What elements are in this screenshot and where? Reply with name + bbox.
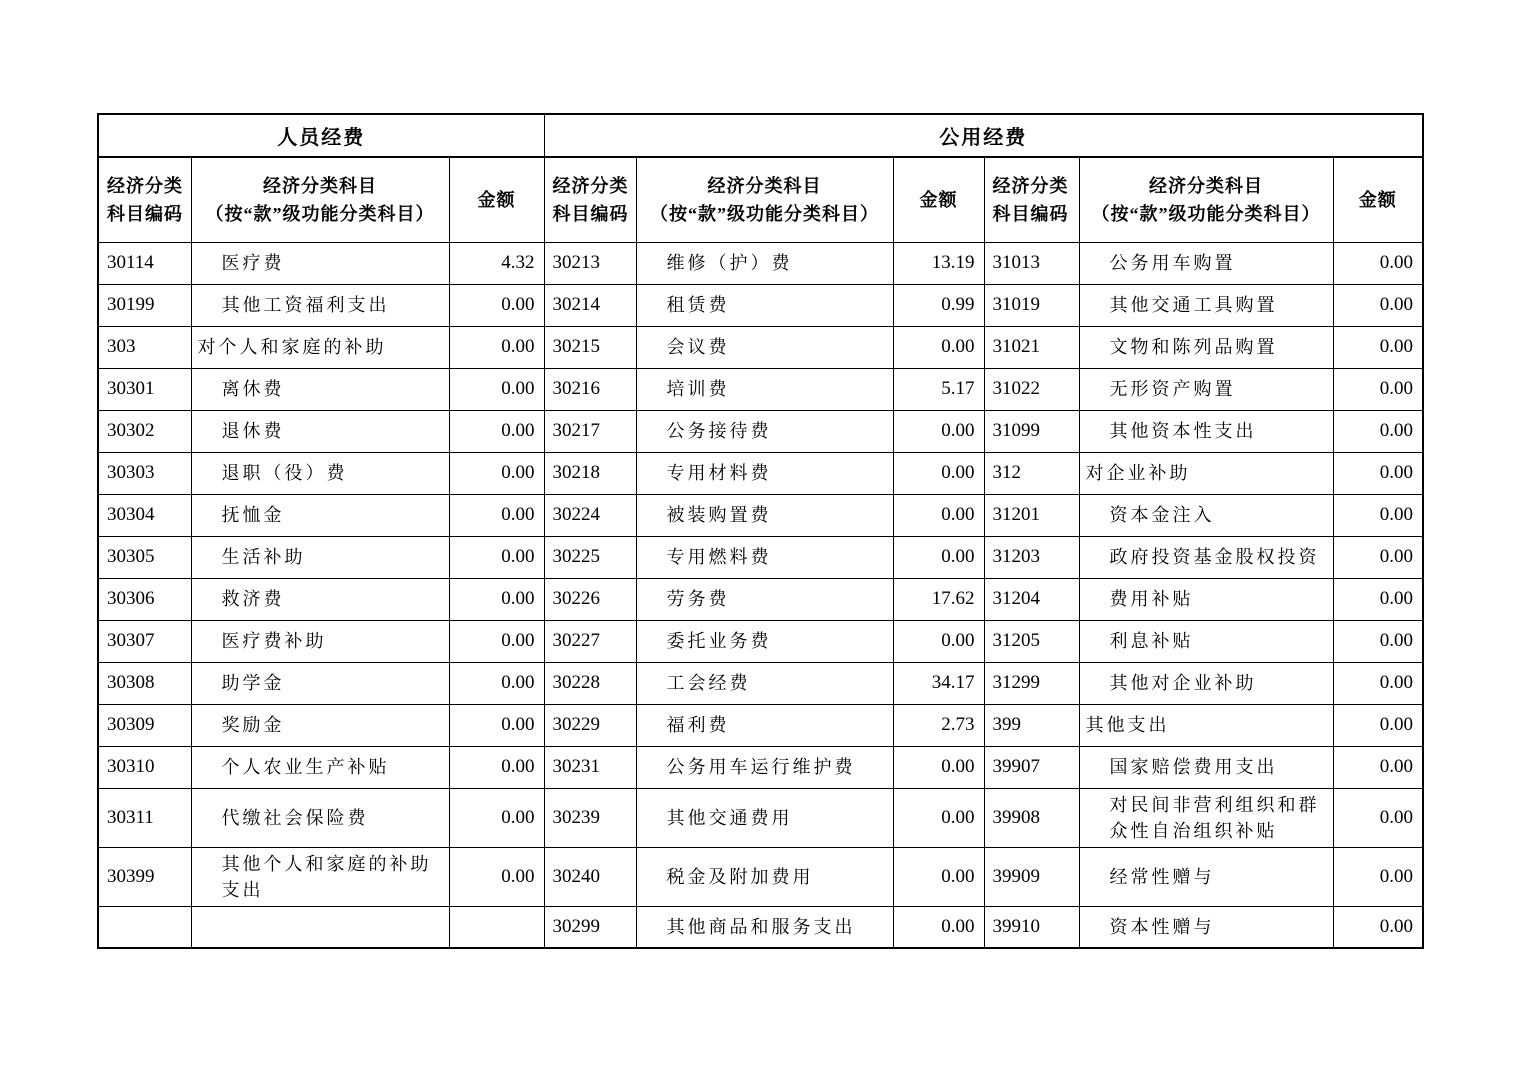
table-row [98,906,1423,948]
code-cell: 30308 [98,662,191,704]
subject-cell: 资本金注入 [1079,494,1333,536]
subject-cell: 奖励金 [191,704,449,746]
table-row [98,284,1423,326]
column-header-amount: 金额 [893,157,984,242]
amount-cell: 0.00 [893,906,984,948]
amount-cell: 0.00 [1333,746,1423,788]
code-cell: 30311 [98,788,191,847]
subject-cell: 经常性赠与 [1079,847,1333,906]
amount-cell: 0.00 [449,494,544,536]
subject-cell: 公务用车运行维护费 [636,746,893,788]
column-header-code-line1: 经济分类 [107,175,183,196]
amount-cell: 0.00 [893,788,984,847]
amount-cell: 0.00 [893,847,984,906]
subject-cell: 离休费 [191,368,449,410]
amount-cell: 0.00 [449,746,544,788]
code-cell: 30226 [544,578,636,620]
amount-cell: 0.00 [449,536,544,578]
column-header-amount: 金额 [1333,157,1423,242]
amount-cell: 0.00 [893,494,984,536]
amount-cell: 0.00 [1333,284,1423,326]
amount-cell: 2.73 [893,704,984,746]
code-cell: 31201 [984,494,1079,536]
table-row [98,242,1423,284]
amount-cell: 0.00 [893,410,984,452]
section-header-personnel-funds: 人员经费 [98,114,544,157]
code-cell: 31204 [984,578,1079,620]
amount-cell: 0.00 [449,452,544,494]
subject-cell: 国家赔偿费用支出 [1079,746,1333,788]
subject-cell: 福利费 [636,704,893,746]
code-cell: 31019 [984,284,1079,326]
subject-cell: 维修（护）费 [636,242,893,284]
column-header-code [544,157,636,242]
amount-cell: 0.00 [449,847,544,906]
column-header-code [984,157,1079,242]
amount-cell: 0.00 [1333,662,1423,704]
amount-cell: 0.00 [449,578,544,620]
amount-cell: 0.00 [449,704,544,746]
amount-cell: 0.00 [449,326,544,368]
table-row [98,704,1423,746]
subject-cell: 生活补助 [191,536,449,578]
amount-cell: 0.00 [893,452,984,494]
code-cell: 30114 [98,242,191,284]
subject-cell: 资本性赠与 [1079,906,1333,948]
table-row [98,620,1423,662]
code-cell: 30310 [98,746,191,788]
code-cell [98,906,191,948]
subject-cell: 委托业务费 [636,620,893,662]
column-header-subject-line2: （按“款”级功能分类科目） [1091,203,1321,224]
table-row [98,368,1423,410]
code-cell: 30302 [98,410,191,452]
code-cell: 30240 [544,847,636,906]
subject-cell: 其他工资福利支出 [191,284,449,326]
amount-cell: 0.00 [893,536,984,578]
amount-cell: 0.00 [1333,536,1423,578]
subject-cell: 被装购置费 [636,494,893,536]
amount-cell: 0.00 [449,368,544,410]
amount-cell: 0.00 [449,284,544,326]
subject-cell: 其他资本性支出 [1079,410,1333,452]
code-cell: 30225 [544,536,636,578]
amount-cell: 0.00 [1333,326,1423,368]
subject-cell: 工会经费 [636,662,893,704]
code-cell: 30303 [98,452,191,494]
code-cell: 31203 [984,536,1079,578]
table-row [98,662,1423,704]
table-row [98,536,1423,578]
amount-cell: 0.00 [893,746,984,788]
subject-cell: 税金及附加费用 [636,847,893,906]
subject-cell: 劳务费 [636,578,893,620]
budget-table [97,113,1424,949]
amount-cell: 4.32 [449,242,544,284]
subject-cell: 退职（役）费 [191,452,449,494]
column-header-code-line2: 科目编码 [992,203,1069,224]
subject-cell: 抚恤金 [191,494,449,536]
subject-cell: 公务接待费 [636,410,893,452]
table-row [98,746,1423,788]
code-cell: 30215 [544,326,636,368]
table-row [98,847,1423,906]
code-cell: 30239 [544,788,636,847]
subject-cell: 救济费 [191,578,449,620]
code-cell: 31022 [984,368,1079,410]
section-header-row [98,114,1423,157]
subject-cell: 会议费 [636,326,893,368]
amount-cell: 0.00 [1333,704,1423,746]
subject-cell: 对民间非营利组织和群众性自治组织补贴 [1079,788,1333,847]
table-row [98,788,1423,847]
subject-cell: 对企业补助 [1079,452,1333,494]
amount-cell: 0.00 [893,326,984,368]
subject-cell: 医疗费 [191,242,449,284]
subject-cell: 医疗费补助 [191,620,449,662]
code-cell: 30228 [544,662,636,704]
subject-cell: 费用补贴 [1079,578,1333,620]
subject-cell: 公务用车购置 [1079,242,1333,284]
code-cell: 30305 [98,536,191,578]
subject-cell: 其他个人和家庭的补助支出 [191,847,449,906]
subject-cell: 助学金 [191,662,449,704]
subject-cell: 无形资产购置 [1079,368,1333,410]
code-cell: 312 [984,452,1079,494]
column-header-subject [636,157,893,242]
code-cell: 30307 [98,620,191,662]
column-header-code-line1: 经济分类 [992,175,1069,196]
code-cell: 30229 [544,704,636,746]
code-cell: 31299 [984,662,1079,704]
amount-cell: 0.00 [449,410,544,452]
code-cell: 39909 [984,847,1079,906]
column-header-subject [1079,157,1333,242]
code-cell: 30217 [544,410,636,452]
amount-cell: 0.00 [449,620,544,662]
code-cell: 30214 [544,284,636,326]
subject-cell: 利息补贴 [1079,620,1333,662]
amount-cell [449,906,544,948]
code-cell: 30301 [98,368,191,410]
amount-cell: 13.19 [893,242,984,284]
subject-cell: 个人农业生产补贴 [191,746,449,788]
subject-cell: 文物和陈列品购置 [1079,326,1333,368]
subject-cell: 退休费 [191,410,449,452]
column-header-code [98,157,191,242]
column-header-subject [191,157,449,242]
code-cell: 39908 [984,788,1079,847]
table-row [98,326,1423,368]
column-header-code-line1: 经济分类 [552,175,629,196]
code-cell: 39910 [984,906,1079,948]
code-cell: 303 [98,326,191,368]
amount-cell: 0.00 [1333,242,1423,284]
code-cell: 30218 [544,452,636,494]
code-cell: 31021 [984,326,1079,368]
amount-cell: 0.00 [449,788,544,847]
column-header-subject-line2: （按“款”级功能分类科目） [650,203,879,224]
amount-cell: 34.17 [893,662,984,704]
amount-cell: 0.00 [1333,494,1423,536]
code-cell: 30399 [98,847,191,906]
code-cell: 30213 [544,242,636,284]
subject-cell: 其他交通费用 [636,788,893,847]
code-cell: 31205 [984,620,1079,662]
code-cell: 30216 [544,368,636,410]
subject-cell: 专用材料费 [636,452,893,494]
table-row [98,410,1423,452]
subject-cell: 政府投资基金股权投资 [1079,536,1333,578]
code-cell: 30231 [544,746,636,788]
code-cell: 399 [984,704,1079,746]
code-cell: 39907 [984,746,1079,788]
subject-cell: 其他支出 [1079,704,1333,746]
amount-cell: 0.00 [1333,847,1423,906]
column-header-subject-line1: 经济分类科目 [1149,175,1263,196]
column-header-amount: 金额 [449,157,544,242]
amount-cell: 0.00 [1333,410,1423,452]
amount-cell: 0.00 [1333,788,1423,847]
code-cell: 30309 [98,704,191,746]
amount-cell: 0.00 [1333,906,1423,948]
amount-cell: 0.00 [1333,578,1423,620]
column-header-subject-line1: 经济分类科目 [263,175,377,196]
table-row [98,452,1423,494]
amount-cell: 0.99 [893,284,984,326]
code-cell: 30224 [544,494,636,536]
code-cell: 30227 [544,620,636,662]
subject-cell: 其他交通工具购置 [1079,284,1333,326]
subject-cell: 其他商品和服务支出 [636,906,893,948]
table-row [98,494,1423,536]
amount-cell: 5.17 [893,368,984,410]
amount-cell: 0.00 [449,662,544,704]
code-cell: 31099 [984,410,1079,452]
amount-cell: 0.00 [1333,452,1423,494]
column-header-subject-line1: 经济分类科目 [707,175,822,196]
table-row [98,578,1423,620]
subject-cell: 租赁费 [636,284,893,326]
code-cell: 30199 [98,284,191,326]
column-header-subject-line2: （按“款”级功能分类科目） [205,203,435,224]
subject-cell: 其他对企业补助 [1079,662,1333,704]
code-cell: 30299 [544,906,636,948]
amount-cell: 0.00 [1333,368,1423,410]
column-header-code-line2: 科目编码 [107,203,183,224]
column-header-row [98,157,1423,242]
code-cell: 31013 [984,242,1079,284]
code-cell: 30304 [98,494,191,536]
subject-cell: 专用燃料费 [636,536,893,578]
subject-cell: 培训费 [636,368,893,410]
amount-cell: 0.00 [1333,620,1423,662]
column-header-code-line2: 科目编码 [552,203,629,224]
code-cell: 30306 [98,578,191,620]
subject-cell [191,906,449,948]
subject-cell: 对个人和家庭的补助 [191,326,449,368]
section-header-public-funds: 公用经费 [544,114,1423,157]
amount-cell: 0.00 [893,620,984,662]
subject-cell: 代缴社会保险费 [191,788,449,847]
amount-cell: 17.62 [893,578,984,620]
